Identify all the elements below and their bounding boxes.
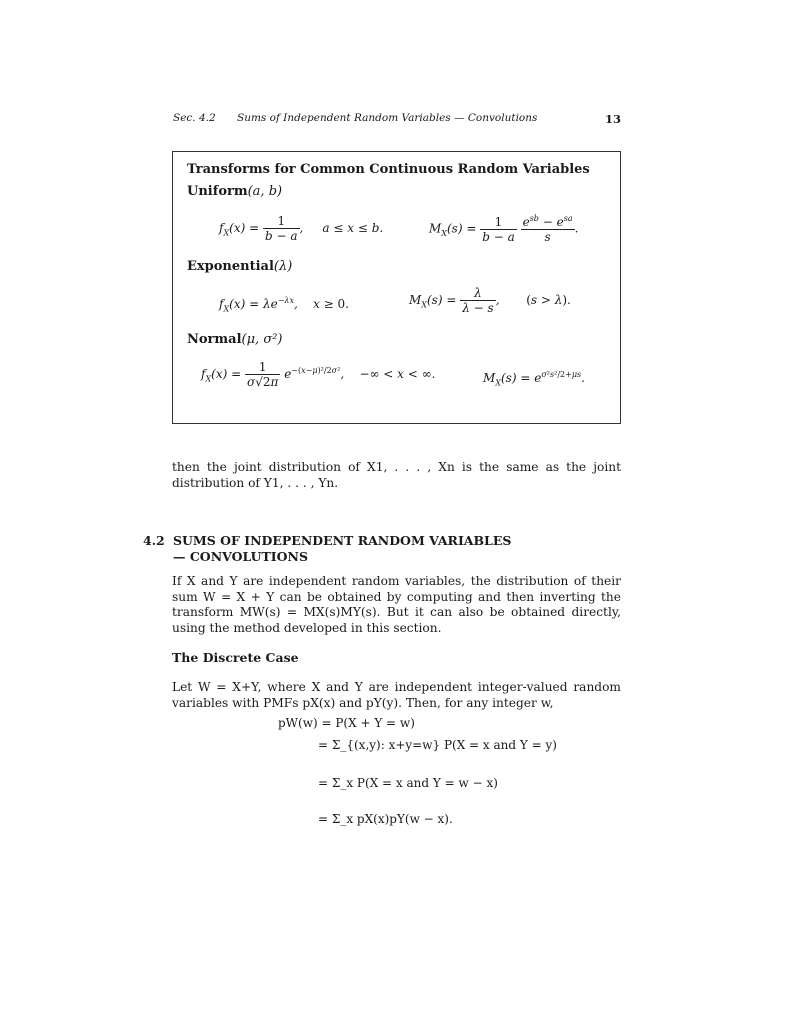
discrete-paragraph bbox=[172, 680, 621, 711]
uniform-params: (a, b) bbox=[247, 184, 283, 199]
equation-line-1 bbox=[278, 716, 415, 730]
normal-mgf: $M_X(s) = e^{\sigma^2s^2/2+\mu s}$. bbox=[483, 370, 585, 388]
equation-4-text: = Σ_x pX(x)pY(w − x). bbox=[318, 812, 453, 826]
equation-2-text: = Σ_{(x,y): x+y=w} P(X = x and Y = y) bbox=[318, 738, 557, 752]
equation-line-2 bbox=[318, 738, 557, 752]
equation-line-4 bbox=[318, 812, 453, 826]
intro-text: then the joint distribution of X1, . . . , Xn is the same as the joint distribution of Y1, . . . , Yn. bbox=[172, 460, 621, 490]
exponential-pdf: $f_X(x) = \lambda e^{-\lambda x}$, x ≥ 0. bbox=[219, 296, 349, 314]
section-title-line2: — CONVOLUTIONS bbox=[173, 549, 308, 564]
equation-1-text: pW(w) = P(X + Y = w) bbox=[278, 716, 415, 730]
normal-heading bbox=[187, 332, 282, 347]
subsection-heading: The Discrete Case bbox=[172, 650, 299, 665]
equation-3-text: = Σ_x P(X = x and Y = w − x) bbox=[318, 776, 498, 790]
discrete-text: Let W = X+Y, where X and Y are independent integer-valued random variables with PMFs pX(x) and pY(y). Then, for any integer w, bbox=[172, 680, 621, 710]
uniform-label: Uniform bbox=[187, 184, 248, 199]
normal-label: Normal bbox=[187, 332, 242, 347]
header-title: Sums of Independent Random Variables — Convolutions bbox=[237, 112, 538, 124]
section-paragraph bbox=[172, 574, 621, 636]
uniform-mgf: $M_X(s)$ = $\frac{1}{b - a}$ $\frac{e^{sb} - e^{sa}}{s}$ . bbox=[429, 214, 579, 244]
header-section: Sec. 4.2 bbox=[173, 112, 216, 124]
box-title: Transforms for Common Continuous Random Variables bbox=[187, 162, 590, 177]
exponential-mgf: $M_X(s)$ = $\frac{\lambda}{\lambda - s}$ , (s > λ). bbox=[409, 286, 571, 315]
exponential-label: Exponential bbox=[187, 259, 274, 274]
transforms-box bbox=[172, 151, 621, 424]
page-number: 13 bbox=[604, 112, 621, 126]
intro-paragraph bbox=[172, 460, 621, 491]
normal-pdf: $f_X(x)$ = $\frac{1}{\sigma√2\pi}$ $e^{-(x-\mu)^2/2\sigma^2}$, −∞ < x < ∞. bbox=[201, 360, 436, 389]
uniform-pdf: $f_X(x)$ = $\frac{1}{b - a}$ , a ≤ x ≤ b. bbox=[219, 214, 384, 243]
section-text: If X and Y are independent random variables, the distribution of their sum W = X + Y can be obtained by computing and then inverting the transform MW(s) = MX(s)MY(s). But it can also be obtained directly, using the method developed in this section. bbox=[172, 574, 621, 635]
uniform-heading bbox=[187, 184, 282, 199]
exponential-heading bbox=[187, 259, 292, 274]
section-number: 4.2 bbox=[143, 533, 165, 548]
section-title-line1: SUMS OF INDEPENDENT RANDOM VARIABLES bbox=[173, 533, 512, 548]
equation-line-3 bbox=[318, 776, 498, 790]
normal-params: (μ, σ²) bbox=[241, 332, 283, 347]
exponential-params: (λ) bbox=[273, 259, 293, 274]
